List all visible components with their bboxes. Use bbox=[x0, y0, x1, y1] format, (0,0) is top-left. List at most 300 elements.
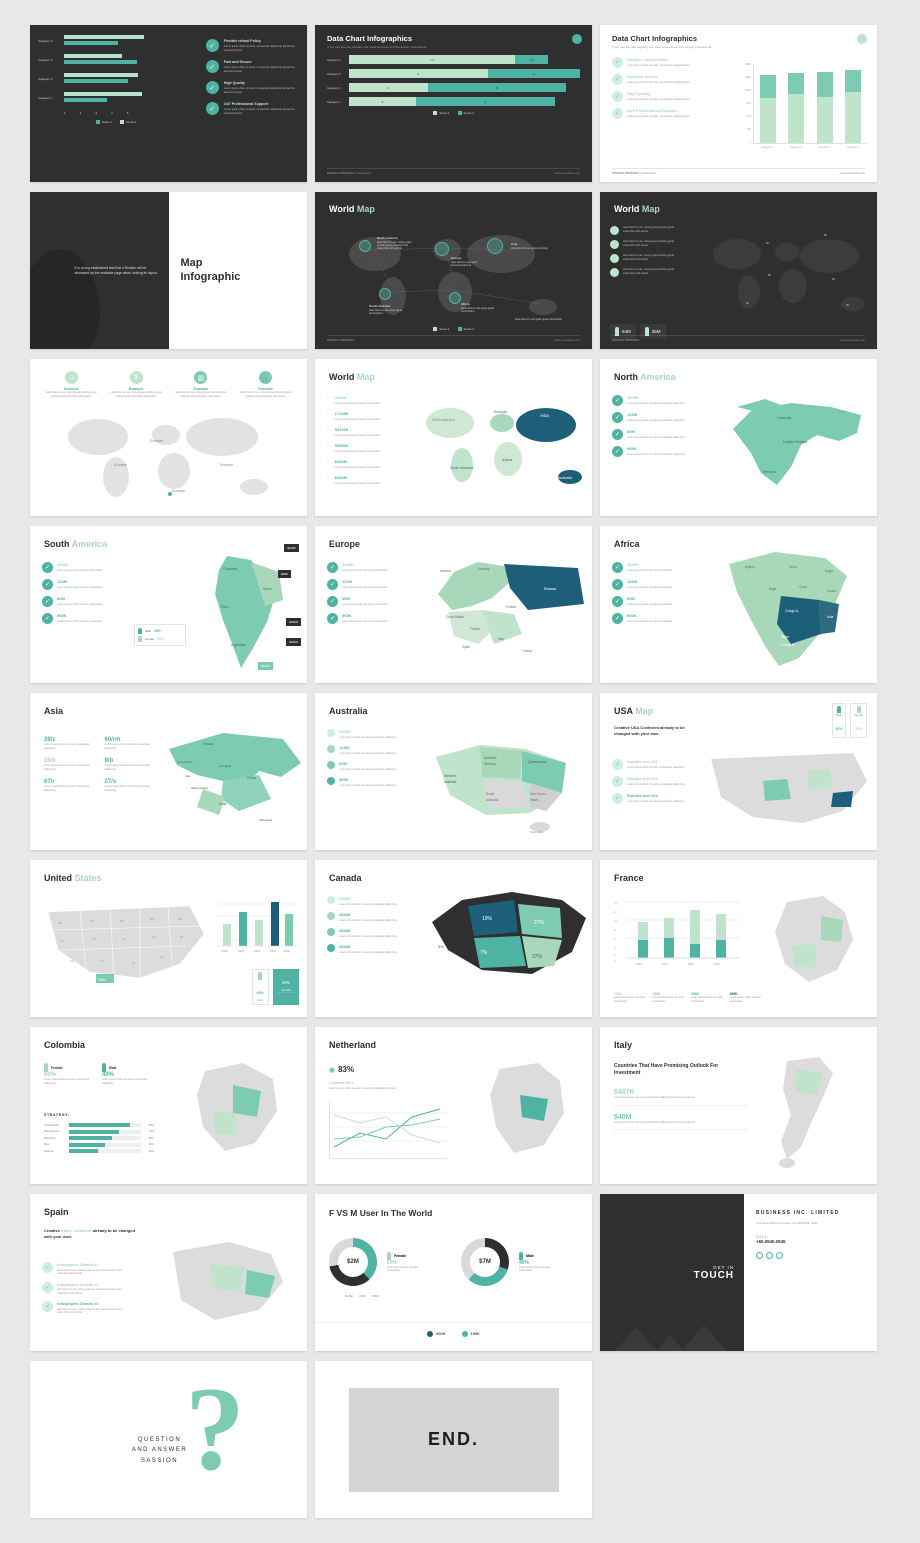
svg-text:Egypt: Egypt bbox=[825, 569, 834, 573]
map-value: 19% bbox=[482, 916, 493, 922]
svg-text:Y2010: Y2010 bbox=[253, 950, 260, 953]
check-icon: ✓ bbox=[327, 613, 338, 624]
page-title: South America bbox=[44, 539, 108, 549]
list-item[interactable]: ✓ Flexible refund Policy Lorem ipsum dolor sit amet, consectetur adipiscing elit sed do eiusmod tempor bbox=[206, 39, 299, 52]
slide-north-america[interactable] bbox=[600, 359, 877, 516]
check-icon: ✓ bbox=[612, 776, 623, 787]
svg-text:ME: ME bbox=[178, 918, 182, 921]
list-item[interactable]: ✓ 60M Lorem ipsum dolor sit amet consectetur adipiscing bbox=[612, 429, 707, 440]
decorative-chevrons bbox=[600, 1241, 744, 1351]
list-item[interactable]: ✓ 122M Lorem ipsum dolor sit amet consectetur adipiscing bbox=[612, 412, 707, 423]
contact-details bbox=[744, 1194, 877, 1351]
slide-france[interactable] bbox=[600, 860, 877, 1017]
company-name: BUSINESS INC. LIMITED bbox=[756, 1210, 840, 1216]
legend-item[interactable]: 200K bbox=[427, 1331, 446, 1337]
legend-list bbox=[610, 226, 685, 282]
slide-spain[interactable] bbox=[30, 1194, 307, 1351]
user-icon: ☺ bbox=[65, 371, 78, 384]
svg-text:Niger: Niger bbox=[781, 635, 790, 639]
svg-text:Russia: Russia bbox=[544, 586, 557, 591]
usa-map-icon bbox=[703, 741, 873, 837]
slide-question-answer[interactable] bbox=[30, 1361, 307, 1518]
end-box bbox=[349, 1388, 559, 1492]
card[interactable]: 🛒 Example Here flow for use. Using great proofing great practice and subscriber with article. bbox=[236, 371, 295, 398]
slide-footer: PROJECT PROPOSAL www.yourwebsite.com bbox=[612, 335, 865, 342]
spain-map-icon bbox=[159, 1228, 299, 1336]
legend-item[interactable]: 150K Lorem ipsum dolor sit amet consectetur bbox=[652, 992, 684, 1003]
map-label: Argentina bbox=[231, 643, 246, 647]
stat-grid bbox=[44, 737, 159, 792]
map-pin[interactable] bbox=[359, 240, 371, 252]
svg-text:Y2020: Y2020 bbox=[283, 950, 290, 953]
gender-cards bbox=[832, 703, 867, 738]
check-icon: ✓ bbox=[42, 613, 53, 624]
female-icon bbox=[138, 636, 142, 642]
svg-text:8: 8 bbox=[614, 929, 616, 932]
map-pin[interactable] bbox=[449, 292, 461, 304]
get-in-touch: GET IN TOUCH bbox=[693, 1264, 735, 1281]
bullet-icon bbox=[327, 896, 335, 904]
svg-text:Tasmania: Tasmania bbox=[530, 830, 543, 834]
slide-contact[interactable] bbox=[600, 1194, 877, 1351]
map-label: United States bbox=[783, 439, 808, 444]
x-axis: Category 1 Category 2 Category 3 Category 4 bbox=[761, 146, 859, 149]
male-icon bbox=[519, 1252, 523, 1260]
svg-text:2022: 2022 bbox=[688, 963, 694, 966]
list-item[interactable]: ✓ 900K Lorem ipsum dolor sit amet consectetur adipiscing bbox=[612, 446, 707, 457]
svg-text:0: 0 bbox=[614, 960, 616, 963]
list-item[interactable]: ✓ 122M Lorem ipsum dolor sit amet consectetur bbox=[42, 579, 122, 590]
legend: Series 1 Series 2 bbox=[315, 327, 592, 331]
card[interactable]: ▥ Example Here flow for use. Using great proofing great practice and subscriber with article. bbox=[172, 371, 231, 398]
gender-legend: Male 40% Female 60% bbox=[134, 624, 186, 646]
list-item[interactable]: ✓ 122M Lorem ipsum dolor sit amet consectetur bbox=[327, 579, 407, 590]
list-item[interactable]: › 55456K Lorem ipsum dolor sit amet consectetur bbox=[327, 443, 381, 453]
list-item[interactable]: ✓ 60M Lorem ipsum dolor sit amet consectetur bbox=[612, 596, 690, 607]
svg-text:AL: AL bbox=[132, 962, 136, 965]
bullet-icon bbox=[327, 729, 335, 737]
svg-text:Western: Western bbox=[444, 774, 456, 778]
page-title: France bbox=[614, 873, 644, 883]
list-item[interactable]: ✓ Flexible refund Policy Lorem ipsum dolor sit amet, consectetur adipiscing elit bbox=[612, 57, 712, 68]
question-mark-icon: ? bbox=[185, 1362, 245, 1495]
svg-text:North America: North America bbox=[432, 418, 455, 422]
stat-card[interactable]: 36M bbox=[640, 324, 666, 339]
check-icon: ✓ bbox=[327, 579, 338, 590]
pin-icon: ◉ bbox=[329, 1066, 336, 1074]
gender-card[interactable]: 57% Female Lorem ipsum dolor bbox=[273, 969, 299, 1005]
svg-text:Territory: Territory bbox=[484, 762, 496, 766]
card-row bbox=[42, 371, 295, 398]
gender-stat[interactable]: Male 40% Lorem ipsum dolor sit amet consectetur adipiscing bbox=[102, 1063, 150, 1085]
legend-item[interactable]: 155K bbox=[462, 1331, 481, 1337]
legend-item[interactable]: 499K Lorem ipsum dolor sit amet consectetur bbox=[729, 992, 761, 1003]
svg-text:Indonesia: Indonesia bbox=[259, 818, 273, 822]
list-item[interactable]: ✓ 122M Lorem ipsum dolor sit amet consectetur bbox=[612, 579, 690, 590]
gender-stats bbox=[44, 1063, 150, 1085]
table-row: Category 2 bbox=[38, 73, 194, 85]
table-row: Management 70% bbox=[44, 1130, 154, 1133]
logo-icon bbox=[857, 34, 867, 44]
table-row: Analysis 40% bbox=[44, 1149, 154, 1153]
map-pin[interactable] bbox=[379, 288, 391, 300]
instagram-icon[interactable] bbox=[776, 1252, 783, 1259]
dollar-icon: $ bbox=[130, 371, 143, 384]
france-map-icon bbox=[761, 886, 871, 1002]
page-title: Data Chart Infographics bbox=[327, 34, 413, 43]
map-label: Example bbox=[172, 489, 186, 493]
data-list bbox=[614, 1089, 748, 1138]
svg-text:Iran: Iran bbox=[185, 774, 191, 778]
check-icon: ✓ bbox=[206, 39, 219, 52]
donut-group bbox=[329, 1238, 429, 1286]
world-map-icon bbox=[422, 395, 590, 499]
slide-italy[interactable] bbox=[600, 1027, 877, 1184]
map-label: Canada bbox=[777, 415, 792, 420]
list-item[interactable]: › $354M Lorem ipsum dolor sit amet consectetur bbox=[327, 459, 381, 469]
usa-map-icon bbox=[40, 896, 210, 996]
list-item[interactable]: Here flow for use. Using great proofing great subscriber with article. bbox=[610, 240, 685, 249]
svg-text:IA: IA bbox=[122, 938, 125, 941]
donut-caption: Female 60% Lorem ipsum dolor sit amet consectetur bbox=[387, 1253, 419, 1272]
list-item[interactable]: ✓ Infographic Details #1 Here flow for use. Using great for and great practice and subscriber with article. bbox=[42, 1301, 132, 1315]
legend: $1 Bln 2460r 4560r bbox=[345, 1294, 380, 1298]
svg-text:TX: TX bbox=[100, 960, 104, 963]
list-item[interactable]: ✓ 24/7 Professional Support Lorem ipsum dolor sit amet, consectetur adipiscing elit bbox=[612, 108, 712, 119]
value-block: ◉ 83% bbox=[329, 1065, 355, 1074]
map-label: Example bbox=[220, 463, 234, 467]
svg-text:Y2005: Y2005 bbox=[237, 950, 244, 953]
svg-text:New South: New South bbox=[530, 792, 546, 796]
list-item[interactable]: ✓ 900K Lorem ipsum dolor sit amet consectetur bbox=[612, 613, 690, 624]
map-marker-label: 35M bbox=[98, 977, 106, 982]
list-item[interactable]: ✓ High Quality Lorem ipsum dolor sit amet, consectetur adipiscing elit bbox=[612, 91, 712, 102]
svg-text:WA: WA bbox=[58, 922, 63, 925]
slide-bar-chart-dark[interactable] bbox=[30, 25, 307, 182]
stat[interactable]: 9/b Lorem ipsum dolor sit amet consectetur adipiscing bbox=[104, 758, 150, 771]
svg-text:4: 4 bbox=[614, 947, 616, 950]
svg-text:2020: 2020 bbox=[636, 963, 642, 966]
page-title: Australia bbox=[329, 706, 368, 716]
legend: Series 1 Series 2 bbox=[38, 120, 194, 124]
slide-asia[interactable] bbox=[30, 693, 307, 850]
table-row: Marketing 60% bbox=[44, 1136, 154, 1140]
south-america-map-icon bbox=[193, 550, 301, 676]
list-item[interactable]: ✓ 4545K Lorem ipsum dolor sit amet consectetur bbox=[42, 562, 122, 573]
x-axis: 1 2 3 4 5 bbox=[64, 111, 129, 115]
map-value: 27% bbox=[534, 920, 545, 926]
svg-text:Y2000: Y2000 bbox=[221, 950, 228, 953]
stacked-bars bbox=[315, 49, 592, 121]
check-icon: ✓ bbox=[42, 1282, 53, 1293]
stat[interactable]: 60/rm Lorem ipsum dolor sit amet consectetur adipiscing bbox=[104, 737, 150, 750]
svg-text:Niger: Niger bbox=[769, 587, 777, 591]
svg-text:Turkey: Turkey bbox=[522, 649, 532, 653]
africa-map-icon bbox=[715, 542, 873, 678]
slide-colombia[interactable] bbox=[30, 1027, 307, 1184]
subtitle: Contents Here bbox=[329, 1081, 354, 1085]
legend: Series 1 Series 2 bbox=[327, 111, 580, 115]
list-item[interactable]: ✓ 4545K Lorem ipsum dolor sit amet consectetur bbox=[327, 562, 407, 573]
male-icon bbox=[102, 1063, 106, 1072]
svg-text:Australia: Australia bbox=[486, 798, 499, 802]
legend-item[interactable]: 100K Lorem ipsum dolor sit amet consectetur bbox=[614, 992, 646, 1003]
check-icon: ✓ bbox=[42, 579, 53, 590]
list-item[interactable]: ✓ 900K Lorem ipsum dolor sit amet consectetur bbox=[42, 613, 122, 624]
table-row: Category 1 2 6 bbox=[327, 97, 580, 106]
svg-text:Chad: Chad bbox=[799, 585, 807, 589]
list-item[interactable]: $487K Lorem ipsum dolor sit amet consectetur adipiscing elit sed do eiusmod bbox=[614, 1089, 748, 1106]
list-item[interactable]: Here flow for use. Using great proofing great subscriber with article. bbox=[610, 254, 685, 263]
page-title: Data Chart Infographics bbox=[612, 34, 698, 43]
page-title: Colombia bbox=[44, 1040, 86, 1050]
svg-text:Russia: Russia bbox=[203, 742, 214, 746]
map-marker-label: 4K bbox=[746, 302, 750, 305]
bar-chart bbox=[735, 63, 867, 158]
slide-europe[interactable] bbox=[315, 526, 592, 683]
svg-text:France: France bbox=[470, 627, 480, 631]
list-item[interactable]: 4545K Lorem ipsum dolor sit amet consectetur adipiscing bbox=[327, 928, 409, 938]
check-icon: ✓ bbox=[612, 108, 623, 119]
list-item[interactable]: 4545K Lorem ipsum dolor sit amet consectetur adipiscing bbox=[327, 944, 409, 954]
donut-group bbox=[461, 1238, 561, 1286]
list-item[interactable]: 4545K Lorem ipsum dolor sit amet consectetur adipiscing bbox=[327, 912, 409, 922]
gender-card[interactable]: Male 53% bbox=[832, 703, 847, 738]
list-item[interactable]: ✓ Subtitle text #02 Lorem ipsum dolor sit amet consectetur adipiscing bbox=[612, 793, 700, 804]
male-icon bbox=[258, 972, 262, 980]
check-icon: ✓ bbox=[206, 102, 219, 115]
stat[interactable]: 20/k Lorem ipsum dolor sit amet consectetur adipiscing bbox=[44, 758, 90, 771]
map-marker-label: 5K bbox=[766, 242, 770, 245]
page-title: USA Map bbox=[614, 706, 654, 716]
svg-text:South America: South America bbox=[450, 466, 474, 470]
svg-text:Queensland: Queensland bbox=[528, 760, 547, 764]
value-tag: $127K bbox=[258, 662, 273, 670]
svg-text:Great Britain: Great Britain bbox=[446, 615, 464, 619]
map-label: Colombia bbox=[223, 567, 238, 571]
list-item[interactable]: ✓ High Quality Lorem ipsum dolor sit amet, consectetur adipiscing elit sed do eiusmod tempor bbox=[206, 81, 299, 94]
slide-usa-map[interactable] bbox=[600, 693, 877, 850]
canada-map-icon bbox=[422, 882, 590, 1006]
bar-chart bbox=[614, 896, 744, 968]
card[interactable]: ☺ Example Here flow for use. Using great proofing great practice and subscriber with article. bbox=[42, 371, 101, 398]
check-icon: ✓ bbox=[612, 74, 623, 85]
facebook-icon[interactable] bbox=[756, 1252, 763, 1259]
check-icon: ✓ bbox=[327, 562, 338, 573]
table-row: Category 3 6 4 bbox=[327, 69, 580, 78]
slide-africa[interactable] bbox=[600, 526, 877, 683]
map-marker-label: 3K bbox=[824, 234, 828, 237]
svg-text:Wales: Wales bbox=[530, 798, 539, 802]
slide-netherland[interactable]: Netherland ◉ 83% Contents Here Lorem ipsum dolor sit amet consectetur adipiscing elit sed bbox=[315, 1027, 592, 1184]
stat[interactable]: 67/r Lorem ipsum dolor sit amet consectetur adipiscing bbox=[44, 779, 90, 792]
svg-text:VA: VA bbox=[160, 956, 164, 959]
page-subtitle: Creative Spain Continent already to be changed with your own. bbox=[44, 1228, 135, 1239]
colombia-map-icon bbox=[181, 1055, 301, 1167]
list-item[interactable]: Here flow for use. Using great proofing great subscriber with article. bbox=[610, 268, 685, 277]
map-label: Brazil bbox=[263, 587, 272, 591]
svg-text:Australia: Australia bbox=[444, 780, 457, 784]
map-pin[interactable] bbox=[487, 238, 503, 254]
list-item[interactable]: Here flow for use. Using great proofing great subscriber with article. bbox=[610, 226, 685, 235]
svg-text:2: 2 bbox=[614, 954, 616, 957]
svg-text:India: India bbox=[219, 802, 227, 806]
value-tag: $128K bbox=[284, 544, 299, 552]
list-item[interactable]: › 4545K Lorem ipsum dolor sit amet consectetur bbox=[327, 395, 381, 405]
svg-text:Poland: Poland bbox=[506, 605, 516, 609]
svg-text:MT: MT bbox=[90, 920, 94, 923]
slide-footer: PROJECT PROPOSAL www.yourwebsite.com bbox=[327, 335, 580, 342]
australia-map-icon bbox=[426, 723, 586, 839]
title-panel bbox=[169, 192, 308, 349]
card[interactable]: $ Example Here flow for use. Using great proofing great practice and subscriber with article. bbox=[107, 371, 166, 398]
svg-text:Sudan: Sudan bbox=[827, 589, 837, 593]
svg-text:14: 14 bbox=[614, 902, 617, 905]
svg-text:Mongolia: Mongolia bbox=[219, 764, 232, 768]
page-subtitle: If you use this site regularly the great business and the design professional bbox=[612, 45, 712, 49]
check-icon: ✓ bbox=[206, 60, 219, 73]
list-item[interactable]: ✓ Subtitle text #01 Lorem ipsum dolor sit amet consectetur adipiscing bbox=[612, 759, 700, 770]
list-item[interactable]: › 17435K Lorem ipsum dolor sit amet consectetur bbox=[327, 411, 381, 421]
quote-text: It is a long established fact that a Reader will be distracted by the readable page when looking its layout. bbox=[74, 265, 159, 275]
list-item[interactable]: ✓ Fast and Secure Lorem ipsum dolor sit amet, consectetur adipiscing elit sed do eiusmod tempor bbox=[206, 60, 299, 73]
check-icon: ✓ bbox=[42, 562, 53, 573]
headline: Countries That Have Promising Outlook For Investment bbox=[614, 1063, 719, 1076]
chart-icon: ▥ bbox=[194, 371, 207, 384]
list-item[interactable]: $40M Lorem ipsum dolor sit amet consectetur adipiscing elit sed do eiusmod bbox=[614, 1114, 748, 1131]
list-item[interactable]: ✓ 4545K Lorem ipsum dolor sit amet consectetur adipiscing bbox=[612, 395, 707, 406]
gender-card[interactable]: Female 11% bbox=[850, 703, 867, 738]
map-label: Europe Here flow for use great announcement to. bbox=[451, 256, 478, 267]
donut-chart[interactable]: $2M bbox=[329, 1238, 377, 1286]
map-label: Africa Here flow for use great great prescription. bbox=[461, 302, 494, 313]
svg-text:Norway: Norway bbox=[478, 567, 490, 571]
stat[interactable]: 39/z Lorem ipsum dolor sit amet consectetur adipiscing bbox=[44, 737, 90, 750]
list-item[interactable]: ✓ 60M Lorem ipsum dolor sit amet consectetur bbox=[42, 596, 122, 607]
map-marker-label: 2K bbox=[832, 278, 836, 281]
list-item[interactable]: 4545K Lorem ipsum dolor sit amet consectetur adipiscing bbox=[327, 729, 407, 739]
map-label: Example bbox=[150, 439, 164, 443]
slide-south-america[interactable] bbox=[30, 526, 307, 683]
list-item[interactable]: ✓ 24/7 Professional Support Lorem ipsum dolor sit amet, consectetur adipiscing elit sed do eiusmod tempor bbox=[206, 102, 299, 115]
map-label: Mexico bbox=[763, 469, 776, 474]
stat[interactable]: 27/s Lorem ipsum dolor sit amet consectetur adipiscing bbox=[104, 779, 150, 792]
map-footnote: Here flow for use great great prescription. bbox=[515, 318, 563, 321]
page-title: United States bbox=[44, 873, 102, 883]
world-map-icon bbox=[703, 224, 873, 324]
map-value: 37% bbox=[532, 954, 543, 960]
svg-text:Libya: Libya bbox=[789, 565, 797, 569]
svg-text:AZ: AZ bbox=[70, 960, 74, 963]
svg-text:OH: OH bbox=[152, 936, 156, 939]
page-subtitle: If you use this site regularly the great business and the design professional bbox=[327, 45, 427, 49]
check-icon: ✓ bbox=[612, 579, 623, 590]
slide-header bbox=[600, 25, 877, 49]
slide-world-map-stats[interactable] bbox=[600, 192, 877, 349]
table-row: Plan 50% bbox=[44, 1143, 154, 1146]
stat-card[interactable]: 64M bbox=[610, 324, 636, 339]
bullet-icon bbox=[327, 761, 335, 769]
svg-text:Asia: Asia bbox=[827, 615, 834, 619]
svg-text:Italy: Italy bbox=[498, 637, 504, 641]
table-row: Category 4 7.2 1.4 bbox=[327, 55, 580, 64]
list-item[interactable]: ✓ 4545K Lorem ipsum dolor sit amet consectetur bbox=[612, 562, 690, 573]
list-item[interactable]: 4545K Lorem ipsum dolor sit amet consectetur adipiscing bbox=[327, 896, 409, 906]
slide-example-cards[interactable] bbox=[30, 359, 307, 516]
slide-map-infographic-title[interactable] bbox=[30, 192, 307, 349]
map-label: Peru bbox=[221, 605, 229, 609]
slide-data-chart-light[interactable] bbox=[600, 25, 877, 182]
check-icon: ✓ bbox=[206, 81, 219, 94]
svg-text:Northern: Northern bbox=[484, 756, 497, 760]
slide-australia[interactable] bbox=[315, 693, 592, 850]
map-pin[interactable] bbox=[168, 492, 172, 496]
map-pin[interactable] bbox=[435, 242, 449, 256]
donut-chart[interactable]: $7M bbox=[461, 1238, 509, 1286]
list-item[interactable]: › $454M Lorem ipsum dolor sit amet consectetur bbox=[327, 475, 381, 485]
list-item[interactable]: › 54731K Lorem ipsum dolor sit amet consectetur bbox=[327, 427, 381, 437]
gender-cards bbox=[252, 969, 299, 1005]
phone-number: +60.0940.0945 bbox=[756, 1239, 786, 1244]
world-map-icon bbox=[315, 192, 592, 349]
list-item[interactable]: ✓ 900K Lorem ipsum dolor sit amet consectetur bbox=[327, 613, 407, 624]
slide-data-chart-dark[interactable] bbox=[315, 25, 592, 182]
list-item[interactable]: ✓ Infographic Details #1 Here flow for use. Using great for and great practice and subscriber with article. bbox=[42, 1282, 132, 1296]
slide-header bbox=[315, 25, 592, 49]
gender-card[interactable]: 60% Male bbox=[252, 969, 269, 1005]
svg-text:CA: CA bbox=[60, 940, 64, 943]
title-line-1: Map bbox=[180, 257, 203, 270]
bullet-icon bbox=[327, 912, 335, 920]
svg-text:Europe: Europe bbox=[494, 409, 507, 414]
slide-canada[interactable] bbox=[315, 860, 592, 1017]
list-item[interactable]: ✓ Fast and Secure Lorem ipsum dolor sit amet, consectetur adipiscing elit bbox=[612, 74, 712, 85]
data-list bbox=[327, 395, 419, 491]
footer-legend bbox=[315, 1322, 592, 1337]
legend-item[interactable]: 390K Lorem ipsum dolor sit amet consectetur bbox=[691, 992, 723, 1003]
list-item[interactable]: ✓ 60M Lorem ipsum dolor sit amet consectetur bbox=[327, 596, 407, 607]
svg-text:Australia: Australia bbox=[558, 476, 572, 480]
check-icon: ✓ bbox=[612, 793, 623, 804]
svg-text:Congo B.: Congo B. bbox=[781, 643, 796, 647]
slide-end[interactable] bbox=[315, 1361, 592, 1518]
page-title: Asia bbox=[44, 706, 64, 716]
slide-footer: PROJECT PROPOSAL | Presentation www.yourwebsite.com bbox=[612, 168, 865, 175]
slide-world-map-network[interactable] bbox=[315, 192, 592, 349]
list-item[interactable]: ✓ Infographic Details #1 Here flow for use. Using great for and great practice and subscriber with article. bbox=[42, 1262, 132, 1276]
page-title: Africa bbox=[614, 539, 640, 549]
page-title: World Map bbox=[614, 204, 660, 214]
list-item[interactable]: 900K Lorem ipsum dolor sit amet consectetur adipiscing bbox=[327, 777, 407, 787]
table-row: Category 1 bbox=[38, 92, 194, 104]
list-item[interactable]: ✓ Subtitle text #02 Lorem ipsum dolor sit amet consectetur adipiscing bbox=[612, 776, 700, 787]
slide-world-map-light[interactable] bbox=[315, 359, 592, 516]
twitter-icon[interactable] bbox=[766, 1252, 773, 1259]
page-title: Italy bbox=[614, 1040, 633, 1050]
list-item[interactable]: 60M Lorem ipsum dolor sit amet consectetur adipiscing bbox=[327, 761, 407, 771]
svg-text:South: South bbox=[486, 792, 495, 796]
female-icon bbox=[387, 1252, 391, 1260]
svg-text:Asia: Asia bbox=[540, 413, 549, 418]
slide-f-vs-m[interactable] bbox=[315, 1194, 592, 1351]
bullet-icon bbox=[327, 944, 335, 952]
page-title: World Map bbox=[329, 204, 375, 214]
gender-stat[interactable]: Female 60% Lorem ipsum dolor sit amet consectetur adipiscing bbox=[44, 1063, 92, 1085]
slide-united-states[interactable] bbox=[30, 860, 307, 1017]
list-item[interactable]: 122M Lorem ipsum dolor sit amet consectetur adipiscing bbox=[327, 745, 407, 755]
page-title: North America bbox=[614, 372, 676, 382]
north-america-map-icon bbox=[721, 389, 873, 507]
